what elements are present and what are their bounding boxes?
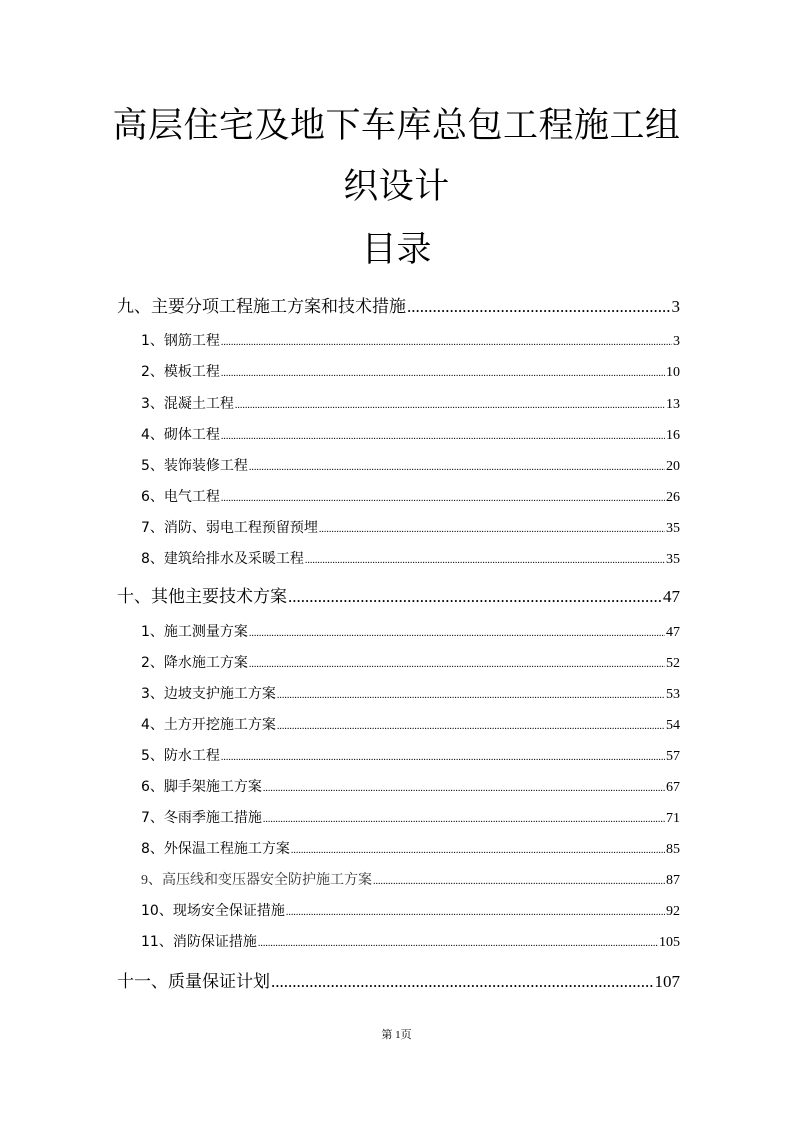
- toc-entry-label: 4、土方开挖施工方案: [141, 717, 276, 733]
- toc-entry[interactable]: [117, 582, 680, 606]
- toc-entry-page: 10: [666, 365, 680, 380]
- toc-entry-label: 4、砌体工程: [141, 427, 220, 443]
- toc-leader-dots: [221, 752, 665, 763]
- toc-entry[interactable]: [141, 776, 680, 796]
- toc-heading: 目录: [361, 230, 432, 270]
- toc-entry-page: 20: [666, 459, 680, 474]
- toc-entry-label: 2、降水施工方案: [141, 655, 248, 671]
- toc-entry-page: 13: [666, 397, 680, 412]
- toc-entry[interactable]: [141, 361, 680, 381]
- toc-leader-dots: [319, 524, 665, 535]
- toc-entry-page: 53: [666, 687, 680, 702]
- toc-leader-dots: [291, 845, 665, 856]
- toc-entry-label: 十一、质量保证计划: [117, 972, 270, 992]
- toc-entry-page: 52: [666, 656, 680, 671]
- toc-leader-dots: [271, 972, 654, 992]
- toc-entry[interactable]: [117, 292, 680, 316]
- toc-entry-label: 7、消防、弱电工程预留预埋: [141, 520, 318, 536]
- toc-entry-label: 5、装饰装修工程: [141, 458, 248, 474]
- toc-entry-page: 16: [666, 428, 680, 443]
- toc-entry[interactable]: [141, 745, 680, 765]
- toc-entry-label: 7、冬雨季施工措施: [141, 810, 262, 826]
- toc-entry[interactable]: [141, 869, 680, 889]
- toc-entry-label: 6、脚手架施工方案: [141, 779, 262, 795]
- toc-entry-label: 6、电气工程: [141, 489, 220, 505]
- toc-leader-dots: [221, 368, 665, 379]
- toc-entry-label: 3、混凝土工程: [141, 396, 234, 412]
- toc-entry[interactable]: [141, 683, 680, 703]
- toc-entry-label: 2、模板工程: [141, 364, 220, 380]
- toc-leader-dots: [288, 587, 662, 607]
- toc-entry-page: 57: [666, 749, 680, 764]
- toc-entry-page: 107: [654, 972, 680, 991]
- toc-leader-dots: [221, 493, 665, 504]
- toc-entry-page: 3: [671, 297, 680, 316]
- toc-entry[interactable]: [141, 455, 680, 475]
- toc-entry-label: 8、外保温工程施工方案: [141, 841, 290, 857]
- toc-entry-page: 67: [666, 780, 680, 795]
- toc-entry-page: 105: [659, 935, 680, 950]
- toc-entry-label: 8、建筑给排水及采暖工程: [141, 551, 304, 567]
- toc-leader-dots: [373, 876, 665, 887]
- toc-leader-dots: [221, 337, 672, 348]
- toc-leader-dots: [249, 462, 665, 473]
- toc-entry-label: 9、高压线和变压器安全防护施工方案: [141, 873, 372, 888]
- toc-entry-label: 1、施工测量方案: [141, 624, 248, 640]
- toc-entry-page: 92: [666, 904, 680, 919]
- toc-entry[interactable]: [141, 621, 680, 641]
- toc-leader-dots: [263, 814, 665, 825]
- document-title-line-1: 高层住宅及地下车库总包工程施工组: [112, 106, 681, 146]
- toc-entry[interactable]: [141, 838, 680, 858]
- toc-entry-label: 3、边坡支护施工方案: [141, 686, 276, 702]
- toc-entry-page: 35: [666, 521, 680, 536]
- toc-entry-page: 85: [666, 842, 680, 857]
- toc-leader-dots: [286, 907, 665, 918]
- toc-entry[interactable]: [117, 967, 680, 991]
- toc-entry-page: 26: [666, 490, 680, 505]
- toc-entry[interactable]: [141, 900, 680, 920]
- toc-entry[interactable]: [141, 486, 680, 506]
- document-title-line-2: 织设计: [343, 167, 450, 207]
- toc-entry[interactable]: [141, 548, 680, 568]
- toc-leader-dots: [263, 783, 665, 794]
- toc-entry-page: 87: [666, 873, 680, 888]
- toc-entry[interactable]: [141, 330, 680, 350]
- toc-leader-dots: [277, 690, 665, 701]
- toc-entry[interactable]: [141, 714, 680, 734]
- toc-entry-page: 47: [663, 587, 680, 606]
- toc-entry-label: 11、消防保证措施: [141, 934, 257, 950]
- toc-entry-label: 10、现场安全保证措施: [141, 903, 285, 919]
- toc-entry[interactable]: [141, 807, 680, 827]
- toc-entry-label: 九、主要分项工程施工方案和技术措施: [117, 297, 406, 317]
- toc-entry-label: 5、防水工程: [141, 748, 220, 764]
- toc-leader-dots: [249, 659, 665, 670]
- toc-leader-dots: [258, 938, 658, 949]
- toc-entry-page: 3: [673, 334, 680, 349]
- toc-entry-page: 35: [666, 552, 680, 567]
- toc-entry-label: 1、钢筋工程: [141, 333, 220, 349]
- toc-leader-dots: [305, 555, 665, 566]
- toc-entry-page: 54: [666, 718, 680, 733]
- toc-leader-dots: [277, 721, 665, 732]
- toc-entry[interactable]: [141, 393, 680, 413]
- toc-entry[interactable]: [141, 424, 680, 444]
- toc-leader-dots: [235, 400, 665, 411]
- toc-entry[interactable]: [141, 931, 680, 951]
- toc-entry-page: 47: [666, 625, 680, 640]
- toc-entry-page: 71: [666, 811, 680, 826]
- toc-entry[interactable]: [141, 517, 680, 537]
- toc-leader-dots: [221, 431, 665, 442]
- toc-leader-dots: [407, 297, 671, 317]
- toc-leader-dots: [249, 628, 665, 639]
- page-number-footer: 第 1页: [381, 1029, 412, 1041]
- toc-entry-label: 十、其他主要技术方案: [117, 587, 287, 607]
- toc-entry[interactable]: [141, 652, 680, 672]
